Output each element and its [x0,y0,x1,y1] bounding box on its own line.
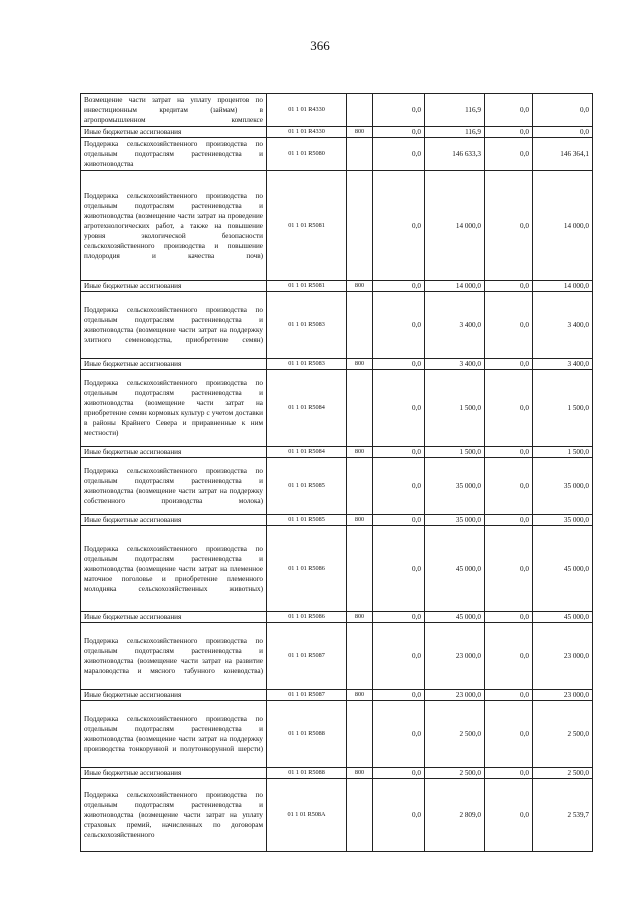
row-value-3: 0,0 [485,768,533,779]
row-expense-type: 800 [347,127,373,138]
row-value-2: 3 400,0 [425,359,485,370]
row-value-1: 0,0 [373,171,425,281]
row-name: Иные бюджетные ассигнования [81,359,267,370]
row-value-1: 0,0 [373,779,425,852]
row-value-1: 0,0 [373,612,425,623]
row-value-1: 0,0 [373,458,425,515]
row-name: Иные бюджетные ассигнования [81,612,267,623]
row-value-2: 14 000,0 [425,281,485,292]
budget-table [80,93,593,852]
row-value-3: 0,0 [485,515,533,526]
row-expense-type [347,526,373,612]
row-name: Иные бюджетные ассигнования [81,447,267,458]
row-value-2: 35 000,0 [425,515,485,526]
row-name: Иные бюджетные ассигнования [81,690,267,701]
row-value-2: 1 500,0 [425,447,485,458]
table-row [81,458,593,515]
row-value-4: 2 500,0 [533,701,593,768]
row-code: 01 1 01 R5086 [267,526,347,612]
row-code: 01 1 01 R5088 [267,701,347,768]
row-value-4: 1 500,0 [533,370,593,447]
row-value-1: 0,0 [373,690,425,701]
row-value-4: 45 000,0 [533,526,593,612]
row-value-3: 0,0 [485,292,533,359]
row-value-3: 0,0 [485,701,533,768]
row-value-2: 116,9 [425,127,485,138]
row-value-1: 0,0 [373,292,425,359]
row-expense-type [347,138,373,171]
table-row [81,768,593,779]
row-code: 01 1 01 R5081 [267,171,347,281]
row-code: 01 1 01 R5086 [267,612,347,623]
row-value-4: 23 000,0 [533,623,593,690]
row-value-3: 0,0 [485,171,533,281]
table-row [81,526,593,612]
row-value-1: 0,0 [373,701,425,768]
row-value-3: 0,0 [485,612,533,623]
row-value-2: 23 000,0 [425,690,485,701]
row-value-1: 0,0 [373,94,425,127]
row-expense-type: 800 [347,359,373,370]
table-row [81,281,593,292]
row-name: Поддержка сельскохозяйственного производства по отдельным подотраслям растениеводства и животноводства (возмещение части затрат на приобретение семян кормовых культур с учетом доставки в районы Крайнего Севера и приравненные к ним местности) [81,370,267,447]
row-code: 01 1 01 R4330 [267,127,347,138]
row-value-2: 35 000,0 [425,458,485,515]
row-name: Поддержка сельскохозяйственного производства по отдельным подотраслям растениеводства и животноводства [81,138,267,171]
row-value-4: 2 500,0 [533,768,593,779]
row-value-4: 146 364,1 [533,138,593,171]
row-name: Возмещение части затрат на уплату процентов по инвестиционным кредитам (займам) в агропромышленном комплексе [81,94,267,127]
row-value-3: 0,0 [485,281,533,292]
table-row [81,612,593,623]
row-value-4: 14 000,0 [533,281,593,292]
row-value-1: 0,0 [373,370,425,447]
table-row [81,779,593,852]
row-value-4: 1 500,0 [533,447,593,458]
row-value-3: 0,0 [485,690,533,701]
row-name: Поддержка сельскохозяйственного производства по отдельным подотраслям растениеводства и животноводства (возмещение части затрат на поддержку собственного производства молока) [81,458,267,515]
row-expense-type [347,292,373,359]
row-value-2: 3 400,0 [425,292,485,359]
row-expense-type [347,370,373,447]
budget-table-body [81,94,593,852]
row-value-1: 0,0 [373,515,425,526]
row-code: 01 1 01 R5083 [267,292,347,359]
row-name: Поддержка сельскохозяйственного производства по отдельным подотраслям растениеводства и животноводства (возмещение части затрат на развитие мараловодства и мясного табунного коневодства) [81,623,267,690]
row-code: 01 1 01 R5084 [267,447,347,458]
row-expense-type [347,779,373,852]
row-value-4: 14 000,0 [533,171,593,281]
row-value-4: 35 000,0 [533,515,593,526]
row-code: 01 1 01 R5087 [267,623,347,690]
row-value-4: 0,0 [533,94,593,127]
row-value-2: 2 500,0 [425,768,485,779]
row-value-4: 2 539,7 [533,779,593,852]
row-value-1: 0,0 [373,526,425,612]
row-value-4: 3 400,0 [533,292,593,359]
row-code: 01 1 01 R5085 [267,515,347,526]
table-row [81,94,593,127]
row-value-2: 45 000,0 [425,526,485,612]
row-name: Иные бюджетные ассигнования [81,515,267,526]
row-value-2: 14 000,0 [425,171,485,281]
row-code: 01 1 01 R5088 [267,768,347,779]
row-expense-type [347,458,373,515]
row-name: Поддержка сельскохозяйственного производства по отдельным подотраслям растениеводства и животноводства (возмещение части затрат на уплату страховых премий, начисленных по договорам сельскохозяйственного [81,779,267,852]
row-code: 01 1 01 R508A [267,779,347,852]
row-expense-type: 800 [347,447,373,458]
row-value-2: 45 000,0 [425,612,485,623]
row-expense-type: 800 [347,768,373,779]
row-value-3: 0,0 [485,623,533,690]
row-value-1: 0,0 [373,359,425,370]
row-value-3: 0,0 [485,359,533,370]
row-value-4: 0,0 [533,127,593,138]
row-value-3: 0,0 [485,779,533,852]
row-expense-type [347,701,373,768]
row-name: Иные бюджетные ассигнования [81,768,267,779]
row-value-1: 0,0 [373,127,425,138]
row-value-2: 116,9 [425,94,485,127]
table-row [81,359,593,370]
row-value-2: 2 500,0 [425,701,485,768]
table-row [81,701,593,768]
row-code: 01 1 01 R5081 [267,281,347,292]
row-name: Иные бюджетные ассигнования [81,281,267,292]
row-name: Поддержка сельскохозяйственного производства по отдельным подотраслям растениеводства и животноводства (возмещение части затрат на поддержку элитного семеноводства, приобретение семян) [81,292,267,359]
row-name: Поддержка сельскохозяйственного производства по отдельным подотраслям растениеводства и животноводства (возмещение части затрат на поддержку производства тонкорунной и полутонкорунной шерсти) [81,701,267,768]
row-value-1: 0,0 [373,138,425,171]
table-row [81,370,593,447]
table-row [81,171,593,281]
table-row [81,138,593,171]
row-expense-type [347,94,373,127]
page-number: 366 [310,38,330,53]
row-value-1: 0,0 [373,447,425,458]
row-name: Поддержка сельскохозяйственного производства по отдельным подотраслям растениеводства и животноводства (возмещение части затрат на проведение агротехнологических работ, а также на повышение уровня экологической безопасности сельскохозяйственного производства и повышение плодородия и качества почв) [81,171,267,281]
row-value-4: 35 000,0 [533,458,593,515]
row-value-2: 2 809,0 [425,779,485,852]
row-expense-type: 800 [347,515,373,526]
table-row [81,623,593,690]
row-value-3: 0,0 [485,447,533,458]
row-code: 01 1 01 R5080 [267,138,347,171]
row-value-3: 0,0 [485,370,533,447]
table-row [81,292,593,359]
table-row [81,127,593,138]
row-value-3: 0,0 [485,526,533,612]
table-row [81,515,593,526]
row-value-1: 0,0 [373,623,425,690]
row-value-4: 45 000,0 [533,612,593,623]
row-code: 01 1 01 R5084 [267,370,347,447]
row-value-1: 0,0 [373,768,425,779]
row-value-3: 0,0 [485,138,533,171]
row-expense-type: 800 [347,612,373,623]
row-expense-type [347,171,373,281]
row-expense-type: 800 [347,690,373,701]
row-value-3: 0,0 [485,127,533,138]
row-value-4: 23 000,0 [533,690,593,701]
row-value-1: 0,0 [373,281,425,292]
row-name: Поддержка сельскохозяйственного производства по отдельным подотраслям растениеводства и животноводства (возмещение части затрат на племенное маточное поголовье и приобретение племенного молодняка сельскохозяйственных животных) [81,526,267,612]
row-name: Иные бюджетные ассигнования [81,127,267,138]
row-value-2: 23 000,0 [425,623,485,690]
row-value-2: 1 500,0 [425,370,485,447]
row-value-3: 0,0 [485,94,533,127]
row-value-4: 3 400,0 [533,359,593,370]
row-expense-type: 800 [347,281,373,292]
row-value-2: 146 633,3 [425,138,485,171]
row-code: 01 1 01 R5085 [267,458,347,515]
table-row [81,690,593,701]
row-code: 01 1 01 R4330 [267,94,347,127]
row-expense-type [347,623,373,690]
row-value-3: 0,0 [485,458,533,515]
row-code: 01 1 01 R5083 [267,359,347,370]
table-row [81,447,593,458]
row-code: 01 1 01 R5087 [267,690,347,701]
